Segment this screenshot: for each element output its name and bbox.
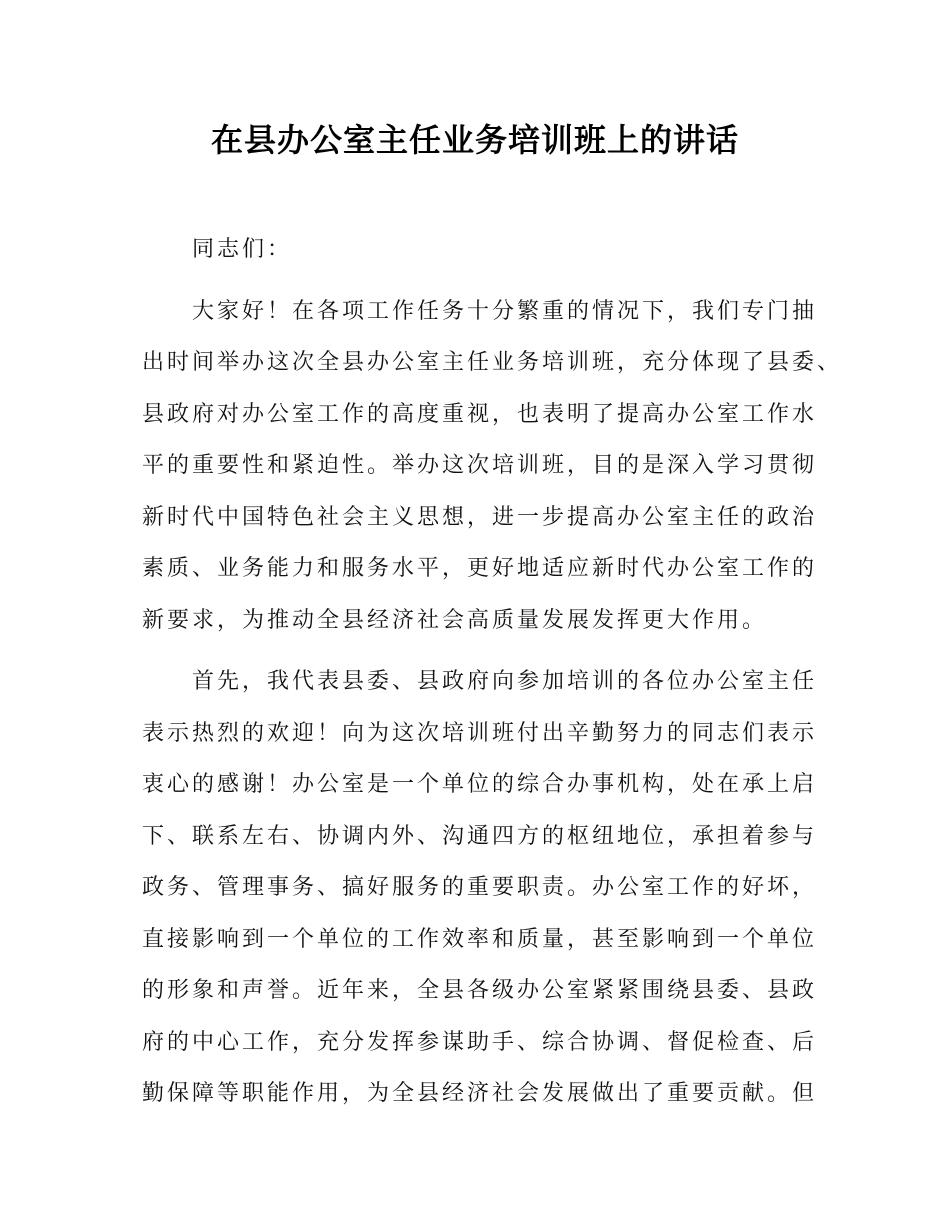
paragraph-line: 出时间举办这次全县办公室主任业务培训班，充分体现了县委、 — [142, 350, 843, 375]
paragraph-line: 下、联系左右、协调内外、沟通四方的枢纽地位，承担着参与 — [142, 823, 818, 849]
document-body — [142, 224, 843, 1120]
paragraph-line: 平的重要性和紧迫性。举办这次培训班，目的是深入学习贯彻 — [142, 453, 818, 478]
paragraph-gap — [142, 276, 832, 286]
paragraph-line: 府的中心工作，充分发挥参谋助手、综合协调、督促检查、后 — [142, 1029, 818, 1055]
paragraph-line: 县政府对办公室工作的高度重视，也表明了提高办公室工作水 — [142, 401, 818, 427]
paragraph-2 — [142, 656, 832, 1120]
paragraph-gap — [142, 646, 832, 656]
paragraph-line: 政务、管理事务、搞好服务的重要职责。办公室工作的好坏， — [142, 875, 818, 900]
paragraph-line: 素质、业务能力和服务水平，更好地适应新时代办公室工作的 — [142, 556, 818, 581]
paragraph-line: 勤保障等职能作用，为全县经济社会发展做出了重要贡献。但 — [142, 1081, 818, 1106]
salutation: 同志们： — [192, 237, 293, 262]
paragraph-line: 直接影响到一个单位的工作效率和质量，甚至影响到一个单位 — [142, 926, 818, 952]
paragraph-line: 表示热烈的欢迎！向为这次培训班付出辛勤努力的同志们表示 — [142, 720, 818, 746]
paragraph-line: 新时代中国特色社会主义思想，进一步提高办公室主任的政治 — [142, 504, 818, 530]
paragraph-line: 的形象和声誉。近年来，全县各级办公室紧紧围绕县委、县政 — [142, 978, 818, 1003]
paragraph-1 — [142, 286, 843, 647]
document-title: 在县办公室主任业务培训班上的讲话 — [210, 121, 739, 159]
paragraph-line: 首先，我代表县委、县政府向参加培训的各位办公室主任 — [192, 669, 818, 694]
paragraph-line: 新要求，为推动全县经济社会高质量发展发挥更大作用。 — [142, 607, 768, 633]
paragraph-line: 大家好！在各项工作任务十分繁重的情况下，我们专门抽 — [192, 298, 818, 324]
paragraph-line: 衷心的感谢！办公室是一个单位的综合办事机构，处在承上启 — [142, 772, 818, 797]
